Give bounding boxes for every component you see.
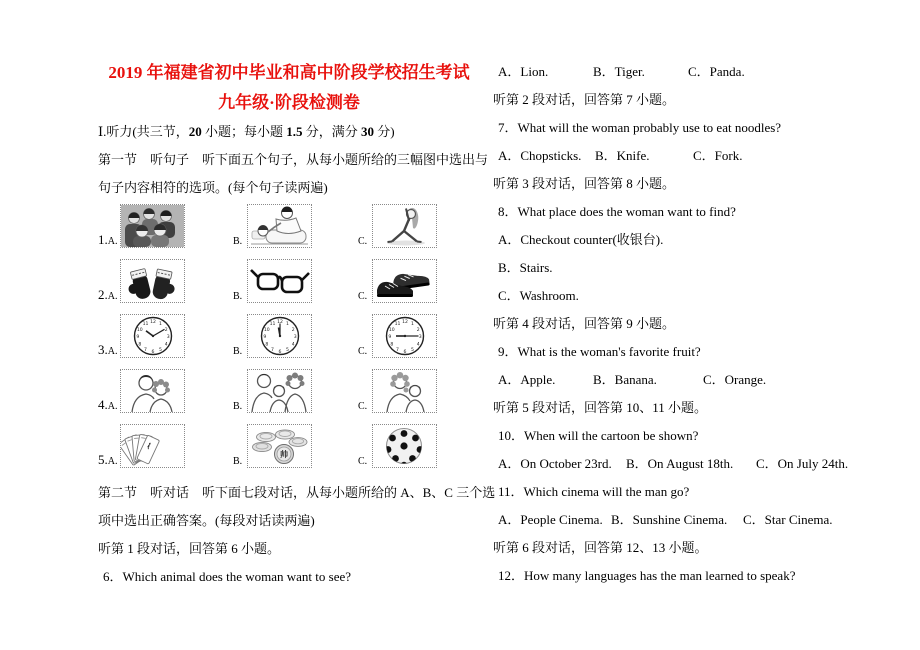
exam-title-line2: 九年级·阶段检测卷	[218, 93, 360, 112]
option-a-label: A.	[107, 291, 118, 302]
option-c: C．Fork.	[693, 148, 743, 163]
question-8-option-b: B．Stairs.	[498, 260, 553, 275]
clock-9-15-icon	[372, 314, 437, 358]
mother-and-son-icon	[372, 369, 437, 413]
option-b: B．Sunshine Cinema.	[611, 512, 728, 527]
option-a: A．Apple.	[498, 372, 556, 387]
listen-dialog-4-prompt: 听第 4 段对话，回答第 9 小题。	[493, 316, 676, 331]
option-b: B．Knife.	[595, 148, 650, 163]
question-9: 9．What is the woman's favorite fruit?	[498, 344, 701, 359]
svg-text:8: 8	[390, 342, 394, 348]
option-a-label: A.	[107, 236, 118, 247]
question-8-option-a: A．Checkout counter(收银台).	[498, 232, 664, 247]
sneakers-icon	[372, 259, 437, 303]
svg-text:1: 1	[286, 322, 289, 328]
svg-text:5: 5	[411, 348, 414, 353]
option-c-label: C.	[358, 236, 368, 247]
option-b-label: B.	[233, 401, 243, 412]
option-c-label: C.	[358, 401, 368, 412]
couple-icon	[120, 369, 185, 413]
svg-text:3: 3	[418, 335, 422, 340]
svg-text:4: 4	[164, 342, 168, 348]
eyeglasses-icon	[247, 259, 312, 303]
option-b: B．On August 18th.	[626, 456, 734, 471]
svg-text:11: 11	[394, 322, 401, 328]
svg-text:11: 11	[269, 322, 276, 328]
soccer-ball-icon	[372, 424, 437, 468]
svg-text:11: 11	[142, 322, 149, 328]
svg-text:12: 12	[402, 320, 408, 326]
option-c-label: C.	[358, 456, 368, 467]
item-number: 5.	[98, 452, 108, 467]
svg-text:8: 8	[265, 342, 269, 348]
question-9-options	[493, 366, 893, 394]
question-7-options	[493, 142, 893, 170]
svg-text:2: 2	[416, 327, 420, 333]
item-number: 4.	[98, 397, 108, 412]
picture-item-4	[98, 369, 480, 413]
svg-text:9: 9	[263, 335, 267, 340]
caring-for-patient-icon	[247, 204, 312, 248]
option-a: A．Lion.	[498, 64, 549, 79]
question-8: 8．What place does the woman want to find?	[498, 204, 736, 219]
svg-text:6: 6	[403, 350, 407, 355]
question-10: 10．When will the cartoon be shown?	[498, 428, 699, 443]
exam-title-line1: 2019 年福建省初中毕业和高中阶段学校招生考试	[108, 63, 470, 82]
option-b-label: B.	[233, 291, 243, 302]
listen-dialog-3-prompt: 听第 3 段对话，回答第 8 小题。	[493, 176, 676, 191]
question-6-options	[493, 58, 893, 86]
option-b: B．Banana.	[593, 372, 657, 387]
svg-text:4: 4	[291, 342, 295, 348]
svg-text:4: 4	[416, 342, 420, 348]
section1-instructions-line1: 第一节 听句子 听下面五个句子，从每小题所给的三幅图中选出与	[98, 152, 489, 167]
svg-text:10: 10	[388, 327, 395, 333]
option-b: B．Tiger.	[593, 64, 645, 79]
svg-text:帅: 帅	[280, 450, 288, 460]
question-11: 11．Which cinema will the man go?	[498, 484, 690, 499]
listen-dialog-5-prompt: 听第 5 段对话，回答第 10、11 小题。	[493, 400, 708, 415]
section2-instructions-line1: 第二节 听对话 听下面七段对话，从每小题所给的 A、B、C 三个选	[98, 485, 496, 500]
svg-text:6: 6	[278, 350, 282, 355]
family-photo-icon	[120, 204, 185, 248]
item-number: 3.	[98, 342, 108, 357]
girl-stretching-icon	[372, 204, 437, 248]
listen-dialog-2-prompt: 听第 2 段对话，回答第 7 小题。	[493, 92, 676, 107]
svg-text:6: 6	[151, 350, 155, 355]
svg-text:9: 9	[136, 335, 140, 340]
item-number: 2.	[98, 287, 108, 302]
item-number: 1.	[98, 232, 108, 247]
option-a: A．Chopsticks.	[498, 148, 582, 163]
svg-text:10: 10	[136, 327, 143, 333]
svg-text:5: 5	[286, 348, 289, 353]
picture-item-3	[98, 314, 480, 358]
option-c: C．On July 24th.	[756, 456, 849, 471]
svg-text:7: 7	[271, 348, 274, 353]
clock-10-10-icon	[120, 314, 185, 358]
svg-text:12: 12	[150, 320, 156, 326]
section1-instructions-line2: 句子内容相符的选项。(每个句子读两遍)	[98, 180, 328, 195]
option-c: C．Star Cinema.	[743, 512, 833, 527]
option-a: A．On October 23rd.	[498, 456, 612, 471]
question-11-options	[493, 506, 893, 534]
section2-instructions-line2: 项中选出正确答案。(每段对话读两遍)	[98, 513, 315, 528]
option-c-label: C.	[358, 291, 368, 302]
picture-item-5	[98, 424, 480, 468]
right-column	[493, 58, 893, 590]
option-a-label: A.	[107, 401, 118, 412]
question-12: 12．How many languages has the man learned to speak?	[498, 568, 796, 583]
svg-text:1: 1	[159, 322, 162, 328]
option-c: C．Orange.	[703, 372, 767, 387]
playing-cards-icon	[120, 424, 185, 468]
option-c: C．Panda.	[688, 64, 745, 79]
picture-options-block	[98, 204, 480, 468]
listening-section-header: Ⅰ.听力(共三节，20 小题；每小题 1.5 分，满分 30 分)	[98, 124, 395, 139]
svg-text:7: 7	[144, 348, 147, 353]
family-of-three-icon	[247, 369, 312, 413]
question-6: 6．Which animal does the woman want to see?	[103, 569, 352, 584]
svg-text:3: 3	[293, 335, 297, 340]
mittens-icon	[120, 259, 185, 303]
option-b-label: B.	[233, 346, 243, 357]
svg-text:8: 8	[138, 342, 142, 348]
option-c-label: C.	[358, 346, 368, 357]
option-b-label: B.	[233, 456, 243, 467]
option-a-label: A.	[107, 456, 118, 467]
question-7: 7．What will the woman probably use to eat noodles?	[498, 120, 782, 135]
option-a-label: A.	[107, 346, 118, 357]
picture-item-2	[98, 259, 480, 303]
listen-dialog-1-prompt: 听第 1 段对话，回答第 6 小题。	[98, 541, 281, 556]
listen-dialog-6-prompt: 听第 6 段对话，回答第 12、13 小题。	[493, 540, 708, 555]
svg-text:9: 9	[388, 335, 392, 340]
option-a: A．People Cinema.	[498, 512, 603, 527]
svg-text:2: 2	[164, 327, 168, 333]
svg-text:7: 7	[396, 348, 399, 353]
svg-text:2: 2	[291, 327, 295, 333]
svg-text:10: 10	[263, 327, 270, 333]
svg-text:3: 3	[166, 335, 170, 340]
question-10-options	[493, 450, 893, 478]
picture-item-1	[98, 204, 480, 248]
clock-12-00-icon	[247, 314, 312, 358]
chinese-chess-icon	[247, 424, 312, 468]
question-8-option-c: C．Washroom.	[498, 288, 579, 303]
svg-text:1: 1	[411, 322, 414, 328]
option-b-label: B.	[233, 236, 243, 247]
left-column	[98, 58, 496, 591]
svg-text:12: 12	[277, 320, 283, 326]
svg-text:5: 5	[159, 348, 162, 353]
